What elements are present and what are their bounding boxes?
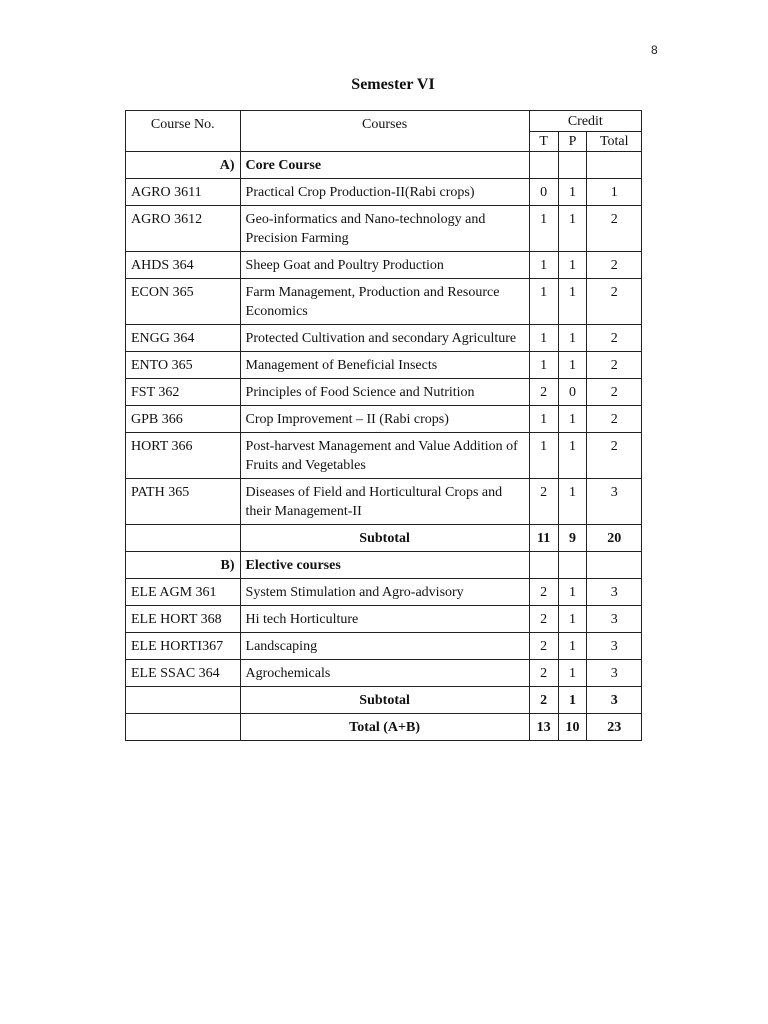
credit-p-cell: 1 <box>558 579 587 606</box>
credit-total-cell: 3 <box>587 479 642 525</box>
course-name-cell: Farm Management, Production and Resource Economics <box>240 279 529 325</box>
credit-t-cell: 0 <box>529 179 558 206</box>
courses-header: Courses <box>240 111 529 152</box>
page-title: Semester VI <box>351 76 435 93</box>
total-header: Total <box>587 132 642 152</box>
core-course-row <box>126 279 642 325</box>
course-no-cell: ELE AGM 361 <box>126 579 241 606</box>
grand-total-row <box>126 714 642 741</box>
credit-t-cell: 1 <box>529 252 558 279</box>
credit-t-cell: 1 <box>529 279 558 325</box>
course-name-cell: Agrochemicals <box>240 660 529 687</box>
course-name-cell: Landscaping <box>240 633 529 660</box>
credit-total-cell: 2 <box>587 406 642 433</box>
grand-total-t: 13 <box>529 714 558 741</box>
subtotal-a-t: 11 <box>529 525 558 552</box>
credit-total-cell: 2 <box>587 352 642 379</box>
core-course-row <box>126 379 642 406</box>
credit-t-cell: 2 <box>529 379 558 406</box>
course-name-cell: Principles of Food Science and Nutrition <box>240 379 529 406</box>
subtotal-b-t: 2 <box>529 687 558 714</box>
header-row <box>126 111 642 132</box>
t-header: T <box>529 132 558 152</box>
credit-total-cell: 2 <box>587 279 642 325</box>
credit-total-cell: 3 <box>587 660 642 687</box>
core-course-row <box>126 206 642 252</box>
subtotal-a-total: 20 <box>587 525 642 552</box>
credit-p-cell: 1 <box>558 606 587 633</box>
subtotal-b-label: Subtotal <box>240 687 529 714</box>
core-course-row <box>126 433 642 479</box>
subtotal-a-row <box>126 525 642 552</box>
credit-p-cell: 1 <box>558 479 587 525</box>
course-no-cell: ENGG 364 <box>126 325 241 352</box>
page-number: 8 <box>651 43 658 57</box>
credit-t-cell: 2 <box>529 579 558 606</box>
subtotal-b-p: 1 <box>558 687 587 714</box>
section-b-marker: B) <box>126 552 241 579</box>
credit-total-cell: 2 <box>587 206 642 252</box>
course-no-cell: GPB 366 <box>126 406 241 433</box>
course-table <box>125 110 642 741</box>
grand-total-total: 23 <box>587 714 642 741</box>
core-course-row <box>126 325 642 352</box>
course-no-cell: ELE SSAC 364 <box>126 660 241 687</box>
core-course-row <box>126 352 642 379</box>
credit-p-cell: 1 <box>558 660 587 687</box>
subtotal-b-total: 3 <box>587 687 642 714</box>
course-no-cell: ENTO 365 <box>126 352 241 379</box>
credit-t-cell: 2 <box>529 479 558 525</box>
elective-course-row <box>126 633 642 660</box>
course-name-cell: Sheep Goat and Poultry Production <box>240 252 529 279</box>
credit-header: Credit <box>529 111 641 132</box>
course-name-cell: Diseases of Field and Horticultural Crops and their Management-II <box>240 479 529 525</box>
credit-t-cell: 2 <box>529 660 558 687</box>
subtotal-a-p: 9 <box>558 525 587 552</box>
course-no-cell: ELE HORTI367 <box>126 633 241 660</box>
credit-p-cell: 1 <box>558 206 587 252</box>
credit-p-cell: 1 <box>558 433 587 479</box>
course-no-cell: AGRO 3612 <box>126 206 241 252</box>
credit-p-cell: 1 <box>558 352 587 379</box>
credit-total-cell: 2 <box>587 379 642 406</box>
subtotal-a-label: Subtotal <box>240 525 529 552</box>
credit-t-cell: 2 <box>529 633 558 660</box>
credit-total-cell: 2 <box>587 252 642 279</box>
course-no-cell: FST 362 <box>126 379 241 406</box>
course-no-header: Course No. <box>126 111 241 152</box>
credit-t-cell: 1 <box>529 206 558 252</box>
credit-p-cell: 0 <box>558 379 587 406</box>
course-name-cell: Crop Improvement – II (Rabi crops) <box>240 406 529 433</box>
credit-p-cell: 1 <box>558 179 587 206</box>
course-name-cell: Hi tech Horticulture <box>240 606 529 633</box>
course-no-cell: AGRO 3611 <box>126 179 241 206</box>
course-name-cell: Practical Crop Production-II(Rabi crops) <box>240 179 529 206</box>
course-no-cell: ECON 365 <box>126 279 241 325</box>
core-course-row <box>126 179 642 206</box>
credit-t-cell: 1 <box>529 433 558 479</box>
section-a-label: Core Course <box>240 152 529 179</box>
grand-total-label: Total (A+B) <box>240 714 529 741</box>
section-b-row <box>126 552 642 579</box>
credit-p-cell: 1 <box>558 252 587 279</box>
course-no-cell: PATH 365 <box>126 479 241 525</box>
credit-total-cell: 3 <box>587 633 642 660</box>
course-name-cell: Post-harvest Management and Value Addition of Fruits and Vegetables <box>240 433 529 479</box>
credit-t-cell: 1 <box>529 325 558 352</box>
p-header: P <box>558 132 587 152</box>
credit-total-cell: 3 <box>587 579 642 606</box>
course-name-cell: Geo-informatics and Nano-technology and Precision Farming <box>240 206 529 252</box>
credit-t-cell: 2 <box>529 606 558 633</box>
course-name-cell: Management of Beneficial Insects <box>240 352 529 379</box>
core-course-row <box>126 252 642 279</box>
credit-p-cell: 1 <box>558 406 587 433</box>
core-course-row <box>126 406 642 433</box>
course-no-cell: HORT 366 <box>126 433 241 479</box>
credit-t-cell: 1 <box>529 352 558 379</box>
credit-p-cell: 1 <box>558 279 587 325</box>
elective-course-row <box>126 606 642 633</box>
course-no-cell: ELE HORT 368 <box>126 606 241 633</box>
elective-course-row <box>126 579 642 606</box>
core-course-row <box>126 479 642 525</box>
section-b-label: Elective courses <box>240 552 529 579</box>
course-name-cell: System Stimulation and Agro-advisory <box>240 579 529 606</box>
subtotal-b-row <box>126 687 642 714</box>
credit-total-cell: 3 <box>587 606 642 633</box>
credit-total-cell: 2 <box>587 325 642 352</box>
grand-total-p: 10 <box>558 714 587 741</box>
section-a-row <box>126 152 642 179</box>
credit-total-cell: 2 <box>587 433 642 479</box>
credit-p-cell: 1 <box>558 325 587 352</box>
section-a-marker: A) <box>126 152 241 179</box>
course-name-cell: Protected Cultivation and secondary Agriculture <box>240 325 529 352</box>
course-no-cell: AHDS 364 <box>126 252 241 279</box>
credit-total-cell: 1 <box>587 179 642 206</box>
elective-course-row <box>126 660 642 687</box>
credit-t-cell: 1 <box>529 406 558 433</box>
credit-p-cell: 1 <box>558 633 587 660</box>
